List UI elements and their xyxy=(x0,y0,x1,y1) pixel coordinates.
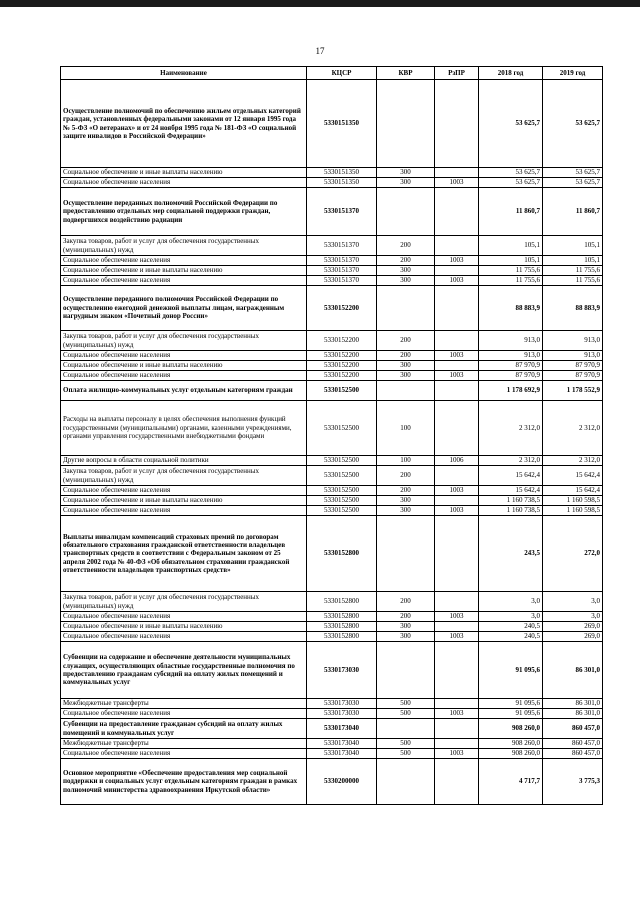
table-row xyxy=(61,632,603,642)
table-row xyxy=(61,759,603,805)
table-row xyxy=(61,80,603,168)
table-row xyxy=(61,168,603,178)
row-kcsr: 5330152500 xyxy=(307,496,377,506)
row-kvr: 200 xyxy=(377,592,435,612)
table-row xyxy=(61,496,603,506)
header-rzpr: РзПР xyxy=(435,67,479,80)
row-kvr: 300 xyxy=(377,266,435,276)
row-kvr: 100 xyxy=(377,456,435,466)
row-name: Социальное обеспечение населения xyxy=(61,276,307,286)
row-kcsr: 5330151370 xyxy=(307,256,377,266)
row-rzpr xyxy=(435,188,479,236)
row-kvr: 300 xyxy=(377,496,435,506)
table-row xyxy=(61,371,603,381)
row-rzpr xyxy=(435,516,479,592)
row-kcsr: 5330151370 xyxy=(307,188,377,236)
row-amount-2018: 913,0 xyxy=(479,331,543,351)
row-amount-2018: 3,0 xyxy=(479,592,543,612)
table-row xyxy=(61,178,603,188)
budget-table xyxy=(60,66,603,805)
row-name: Осуществление полномочий по обеспечению жильем отдельных категорий граждан, установленных федеральными законами от 12 января 1995 года № 5-ФЗ «О ветеранах» и от 24 ноября 1995 года № 181-ФЗ «О социальной защите инвалидов в Российской Федерации» xyxy=(61,80,307,168)
row-kvr xyxy=(377,286,435,331)
table-row xyxy=(61,699,603,709)
row-kcsr: 5330173030 xyxy=(307,699,377,709)
row-amount-2018: 53 625,7 xyxy=(479,168,543,178)
row-amount-2019: 11 755,6 xyxy=(543,276,603,286)
row-kcsr: 5330152200 xyxy=(307,331,377,351)
table-row xyxy=(61,592,603,612)
row-amount-2018: 3,0 xyxy=(479,612,543,622)
row-amount-2018: 243,5 xyxy=(479,516,543,592)
row-name: Другие вопросы в области социальной политики xyxy=(61,456,307,466)
row-amount-2019: 272,0 xyxy=(543,516,603,592)
row-amount-2019: 3,0 xyxy=(543,612,603,622)
row-rzpr: 1003 xyxy=(435,178,479,188)
row-rzpr xyxy=(435,699,479,709)
row-name: Социальное обеспечение населения xyxy=(61,351,307,361)
row-name: Закупка товаров, работ и услуг для обеспечения государственных (муниципальных) нужд xyxy=(61,466,307,486)
row-kvr: 300 xyxy=(377,506,435,516)
row-kcsr: 5330152500 xyxy=(307,506,377,516)
table-row xyxy=(61,516,603,592)
table-row xyxy=(61,351,603,361)
row-amount-2019: 11 860,7 xyxy=(543,188,603,236)
row-amount-2018: 91 095,6 xyxy=(479,642,543,699)
row-amount-2019: 860 457,0 xyxy=(543,749,603,759)
row-amount-2019: 87 970,9 xyxy=(543,371,603,381)
row-kvr xyxy=(377,759,435,805)
row-rzpr xyxy=(435,642,479,699)
row-kcsr: 5330152800 xyxy=(307,632,377,642)
row-kcsr: 5330152500 xyxy=(307,466,377,486)
row-rzpr xyxy=(435,80,479,168)
row-amount-2019: 11 755,6 xyxy=(543,266,603,276)
row-kcsr: 5330173030 xyxy=(307,642,377,699)
row-amount-2019: 86 301,0 xyxy=(543,709,603,719)
row-amount-2019: 86 301,0 xyxy=(543,699,603,709)
row-amount-2019: 105,1 xyxy=(543,256,603,266)
row-amount-2018: 2 312,0 xyxy=(479,456,543,466)
row-amount-2018: 15 642,4 xyxy=(479,486,543,496)
row-rzpr: 1003 xyxy=(435,632,479,642)
row-amount-2018: 105,1 xyxy=(479,236,543,256)
table-row xyxy=(61,612,603,622)
row-name: Субвенции на содержание и обеспечение деятельности муниципальных служащих, осуществляющих областные государственные полномочия по предоставлению гражданам субсидий на оплату жилых помещений и коммунальных услуг xyxy=(61,642,307,699)
table-row xyxy=(61,401,603,456)
row-rzpr: 1003 xyxy=(435,486,479,496)
row-kvr: 100 xyxy=(377,401,435,456)
row-amount-2019: 3 775,3 xyxy=(543,759,603,805)
row-kcsr: 5330152800 xyxy=(307,516,377,592)
row-name: Закупка товаров, работ и услуг для обеспечения государственных (муниципальных) нужд xyxy=(61,592,307,612)
row-rzpr xyxy=(435,236,479,256)
row-rzpr: 1003 xyxy=(435,612,479,622)
row-rzpr xyxy=(435,739,479,749)
row-amount-2018: 4 717,7 xyxy=(479,759,543,805)
row-rzpr: 1003 xyxy=(435,256,479,266)
row-amount-2019: 860 457,0 xyxy=(543,719,603,739)
row-kvr: 500 xyxy=(377,749,435,759)
table-row xyxy=(61,236,603,256)
row-kcsr: 5330173040 xyxy=(307,719,377,739)
row-amount-2018: 2 312,0 xyxy=(479,401,543,456)
table-row xyxy=(61,286,603,331)
row-kcsr: 5330151350 xyxy=(307,178,377,188)
row-rzpr: 1003 xyxy=(435,371,479,381)
row-amount-2019: 860 457,0 xyxy=(543,739,603,749)
row-kvr xyxy=(377,381,435,401)
table-row xyxy=(61,456,603,466)
row-kvr: 200 xyxy=(377,351,435,361)
row-kcsr: 5330151370 xyxy=(307,266,377,276)
row-amount-2019: 53 625,7 xyxy=(543,178,603,188)
row-amount-2019: 105,1 xyxy=(543,236,603,256)
row-amount-2018: 53 625,7 xyxy=(479,178,543,188)
table-row xyxy=(61,331,603,351)
page-number: 17 xyxy=(315,46,325,56)
row-amount-2019: 269,0 xyxy=(543,632,603,642)
row-kvr xyxy=(377,642,435,699)
row-amount-2018: 91 095,6 xyxy=(479,709,543,719)
row-amount-2018: 908 260,0 xyxy=(479,739,543,749)
header-kvr: КВР xyxy=(377,67,435,80)
row-amount-2018: 908 260,0 xyxy=(479,749,543,759)
row-amount-2019: 3,0 xyxy=(543,592,603,612)
row-amount-2018: 88 883,9 xyxy=(479,286,543,331)
row-rzpr: 1003 xyxy=(435,351,479,361)
row-kvr: 200 xyxy=(377,612,435,622)
row-kcsr: 5330151370 xyxy=(307,236,377,256)
row-kcsr: 5330151350 xyxy=(307,168,377,178)
row-name: Социальное обеспечение населения xyxy=(61,709,307,719)
header-name: Наименование xyxy=(61,67,307,80)
row-amount-2018: 15 642,4 xyxy=(479,466,543,486)
row-kvr: 300 xyxy=(377,361,435,371)
table-row xyxy=(61,642,603,699)
row-amount-2019: 2 312,0 xyxy=(543,401,603,456)
row-amount-2018: 87 970,9 xyxy=(479,371,543,381)
table-row xyxy=(61,749,603,759)
row-amount-2019: 1 160 598,5 xyxy=(543,506,603,516)
row-kcsr: 5330152500 xyxy=(307,401,377,456)
row-kcsr: 5330151350 xyxy=(307,80,377,168)
row-name: Расходы на выплаты персоналу в целях обеспечения выполнения функций государственными (муниципальными) органами, казенными учреждениями, органами управления государственными внебюджетными фондами xyxy=(61,401,307,456)
row-kcsr: 5330151370 xyxy=(307,276,377,286)
table-row xyxy=(61,361,603,371)
row-amount-2018: 11 860,7 xyxy=(479,188,543,236)
table-header-row xyxy=(61,67,603,80)
row-kvr xyxy=(377,80,435,168)
row-kcsr: 5330152200 xyxy=(307,286,377,331)
row-name: Закупка товаров, работ и услуг для обеспечения государственных (муниципальных) нужд xyxy=(61,331,307,351)
table-row xyxy=(61,739,603,749)
row-amount-2019: 913,0 xyxy=(543,331,603,351)
row-name: Социальное обеспечение населения xyxy=(61,506,307,516)
header-2019: 2019 год xyxy=(543,67,603,80)
row-kvr xyxy=(377,516,435,592)
row-kcsr: 5330152200 xyxy=(307,361,377,371)
row-rzpr: 1006 xyxy=(435,456,479,466)
row-amount-2019: 269,0 xyxy=(543,622,603,632)
row-kvr: 200 xyxy=(377,466,435,486)
row-amount-2019: 15 642,4 xyxy=(543,486,603,496)
table-row xyxy=(61,188,603,236)
row-rzpr xyxy=(435,401,479,456)
row-kvr: 500 xyxy=(377,739,435,749)
row-kvr xyxy=(377,188,435,236)
row-amount-2019: 2 312,0 xyxy=(543,456,603,466)
row-name: Социальное обеспечение населения xyxy=(61,256,307,266)
table-row xyxy=(61,266,603,276)
row-kcsr: 5330152500 xyxy=(307,486,377,496)
row-amount-2019: 1 178 552,9 xyxy=(543,381,603,401)
row-name: Социальное обеспечение населения xyxy=(61,632,307,642)
row-name: Социальное обеспечение и иные выплаты населению xyxy=(61,168,307,178)
row-rzpr xyxy=(435,266,479,276)
table-row xyxy=(61,256,603,266)
row-amount-2018: 1 160 738,5 xyxy=(479,496,543,506)
row-kcsr: 5330152800 xyxy=(307,622,377,632)
row-amount-2018: 11 755,6 xyxy=(479,276,543,286)
row-name: Социальное обеспечение населения xyxy=(61,612,307,622)
row-kcsr: 5330152800 xyxy=(307,592,377,612)
row-kvr: 200 xyxy=(377,486,435,496)
row-name: Социальное обеспечение населения xyxy=(61,486,307,496)
row-amount-2018: 908 260,0 xyxy=(479,719,543,739)
table-row xyxy=(61,506,603,516)
row-kvr xyxy=(377,719,435,739)
row-amount-2018: 105,1 xyxy=(479,256,543,266)
row-rzpr xyxy=(435,496,479,506)
row-kvr: 300 xyxy=(377,622,435,632)
row-amount-2018: 1 178 692,9 xyxy=(479,381,543,401)
row-amount-2019: 913,0 xyxy=(543,351,603,361)
table-row xyxy=(61,466,603,486)
row-amount-2019: 53 625,7 xyxy=(543,80,603,168)
row-rzpr xyxy=(435,622,479,632)
row-name: Социальное обеспечение и иные выплаты населению xyxy=(61,266,307,276)
row-kcsr: 5330152200 xyxy=(307,351,377,361)
row-kvr: 300 xyxy=(377,632,435,642)
row-rzpr: 1003 xyxy=(435,709,479,719)
table-row xyxy=(61,486,603,496)
row-amount-2019: 87 970,9 xyxy=(543,361,603,371)
row-rzpr xyxy=(435,381,479,401)
row-kvr: 200 xyxy=(377,331,435,351)
row-amount-2018: 1 160 738,5 xyxy=(479,506,543,516)
row-rzpr: 1003 xyxy=(435,506,479,516)
row-amount-2019: 1 160 598,5 xyxy=(543,496,603,506)
row-name: Субвенции на предоставление гражданам субсидий на оплату жилых помещений и коммунальных услуг xyxy=(61,719,307,739)
row-rzpr xyxy=(435,759,479,805)
row-rzpr: 1003 xyxy=(435,276,479,286)
row-kvr: 200 xyxy=(377,236,435,256)
row-name: Социальное обеспечение населения xyxy=(61,178,307,188)
row-kcsr: 5330200000 xyxy=(307,759,377,805)
row-rzpr: 1003 xyxy=(435,749,479,759)
row-name: Межбюджетные трансферты xyxy=(61,739,307,749)
row-name: Социальное обеспечение и иные выплаты населению xyxy=(61,622,307,632)
row-rzpr xyxy=(435,592,479,612)
row-kvr: 200 xyxy=(377,256,435,266)
row-kvr: 300 xyxy=(377,178,435,188)
row-name: Социальное обеспечение и иные выплаты населению xyxy=(61,496,307,506)
row-name: Социальное обеспечение населения xyxy=(61,749,307,759)
row-amount-2018: 91 095,6 xyxy=(479,699,543,709)
row-amount-2019: 15 642,4 xyxy=(543,466,603,486)
header-2018: 2018 год xyxy=(479,67,543,80)
row-name: Закупка товаров, работ и услуг для обеспечения государственных (муниципальных) нужд xyxy=(61,236,307,256)
row-rzpr xyxy=(435,286,479,331)
row-amount-2019: 53 625,7 xyxy=(543,168,603,178)
row-name: Осуществление переданных полномочий Российской Федерации по предоставлению отдельных мер социальной поддержки граждан, подвергшихся воздействию радиации xyxy=(61,188,307,236)
header-kcsr: КЦСР xyxy=(307,67,377,80)
row-rzpr xyxy=(435,719,479,739)
scan-top-edge xyxy=(0,0,640,7)
row-kcsr: 5330152200 xyxy=(307,371,377,381)
row-amount-2018: 240,5 xyxy=(479,632,543,642)
row-amount-2018: 240,5 xyxy=(479,622,543,632)
row-kvr: 500 xyxy=(377,709,435,719)
row-rzpr xyxy=(435,466,479,486)
row-kcsr: 5330152800 xyxy=(307,612,377,622)
row-name: Осуществление переданного полномочия Российской Федерации по осуществлению ежегодной денежной выплаты лицам, награжденным нагрудным знаком «Почетный донор России» xyxy=(61,286,307,331)
row-name: Социальное обеспечение и иные выплаты населению xyxy=(61,361,307,371)
row-kcsr: 5330173040 xyxy=(307,739,377,749)
row-amount-2018: 11 755,6 xyxy=(479,266,543,276)
row-kvr: 300 xyxy=(377,276,435,286)
row-rzpr xyxy=(435,168,479,178)
row-kvr: 300 xyxy=(377,168,435,178)
row-name: Социальное обеспечение населения xyxy=(61,371,307,381)
row-kcsr: 5330152500 xyxy=(307,381,377,401)
table-row xyxy=(61,381,603,401)
table-row xyxy=(61,622,603,632)
table-row xyxy=(61,709,603,719)
row-name: Основное мероприятие «Обеспечение предоставления мер социальной поддержки и социальных услуг отдельным категориям граждан в рамках полномочий министерства здравоохранения Иркутской области» xyxy=(61,759,307,805)
row-rzpr xyxy=(435,331,479,351)
row-name: Межбюджетные трансферты xyxy=(61,699,307,709)
row-kcsr: 5330173040 xyxy=(307,749,377,759)
row-amount-2018: 87 970,9 xyxy=(479,361,543,371)
row-kvr: 300 xyxy=(377,371,435,381)
row-kcsr: 5330152500 xyxy=(307,456,377,466)
row-kvr: 500 xyxy=(377,699,435,709)
row-name: Выплаты инвалидам компенсаций страховых премий по договорам обязательного страхования гражданской ответственности владельцев транспортных средств в соответствии с Федеральным законом от 25 апреля 2002 года № 40-ФЗ «Об обязательном страховании гражданской ответственности владельцев транспортных средств» xyxy=(61,516,307,592)
row-rzpr xyxy=(435,361,479,371)
row-amount-2018: 53 625,7 xyxy=(479,80,543,168)
row-amount-2019: 88 883,9 xyxy=(543,286,603,331)
table-row xyxy=(61,719,603,739)
row-amount-2019: 86 301,0 xyxy=(543,642,603,699)
row-name: Оплата жилищно-коммунальных услуг отдельным категориям граждан xyxy=(61,381,307,401)
row-kcsr: 5330173030 xyxy=(307,709,377,719)
table-row xyxy=(61,276,603,286)
row-amount-2018: 913,0 xyxy=(479,351,543,361)
